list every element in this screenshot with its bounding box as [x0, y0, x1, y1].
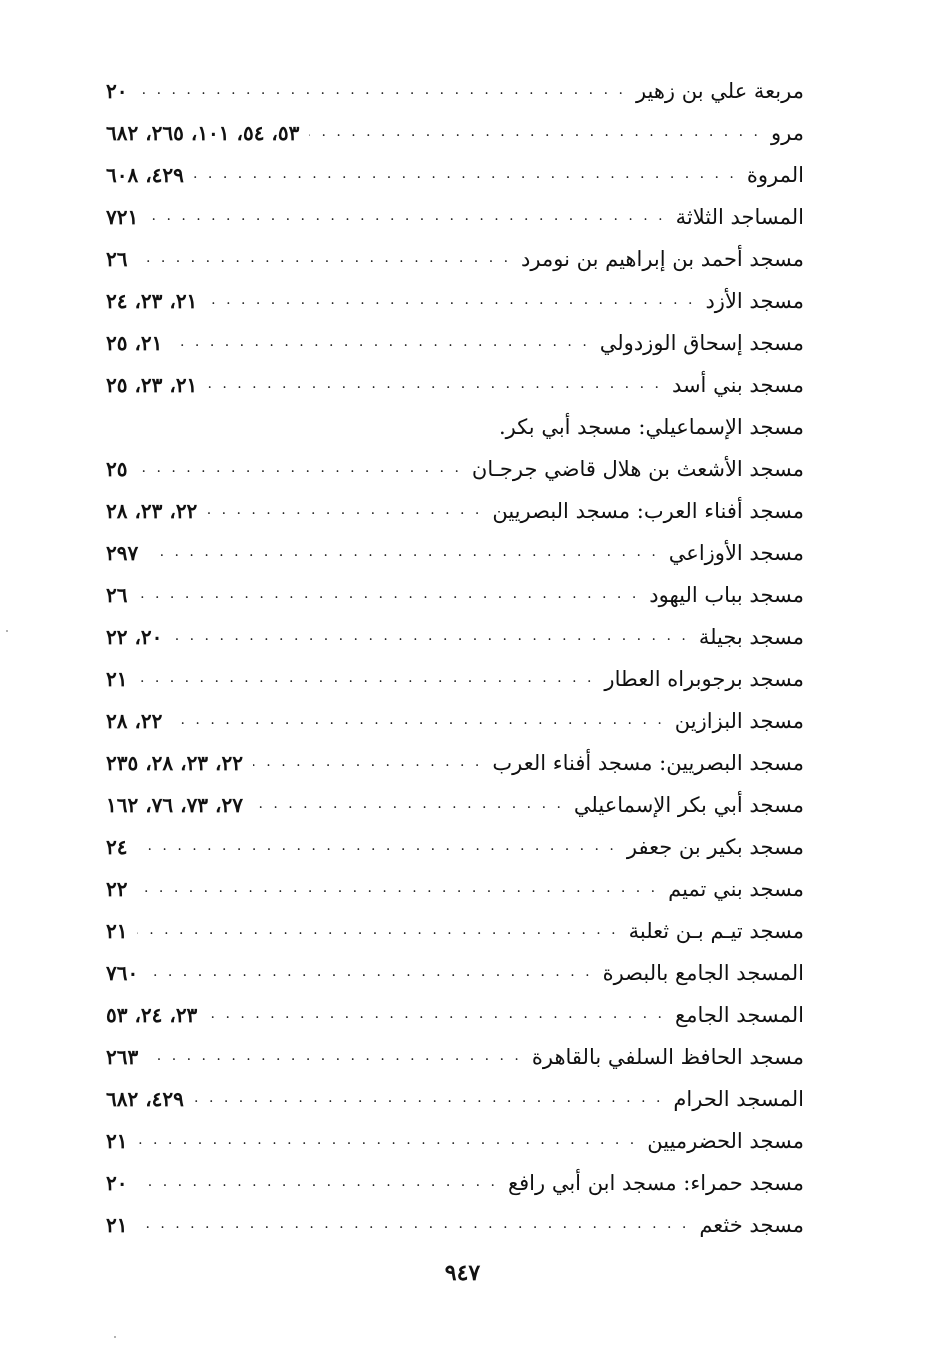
index-entry	[100, 658, 804, 700]
entry-term: مسجد بباب اليهود	[649, 583, 804, 607]
index-entry	[100, 238, 804, 280]
entry-page-numbers: ٢٦	[106, 247, 128, 271]
scan-speck	[114, 1336, 116, 1338]
index-entry	[100, 280, 804, 322]
dot-leader	[194, 153, 737, 195]
dot-leader	[253, 741, 482, 783]
dot-leader	[172, 699, 664, 741]
entry-term: مسجد البصريين: مسجد أفناء العرب	[492, 751, 804, 775]
dot-leader	[137, 825, 616, 867]
dot-leader	[137, 1161, 497, 1203]
entry-term: المروة	[746, 163, 804, 187]
index-entry	[100, 154, 804, 196]
index-entry	[100, 994, 804, 1036]
index-entry	[100, 112, 804, 154]
index-entry	[100, 70, 804, 112]
entry-page-numbers: ٢١	[106, 1213, 128, 1237]
entry-page-numbers: ٧٢١	[106, 205, 139, 229]
dot-leader	[137, 867, 658, 909]
scan-speck	[6, 630, 8, 632]
entry-page-numbers: ٢١	[106, 919, 128, 943]
index-entry	[100, 868, 804, 910]
index-entry	[100, 532, 804, 574]
entry-page-numbers: ٢٢	[106, 877, 128, 901]
dot-leader	[194, 1077, 664, 1119]
dot-leader	[137, 237, 511, 279]
entry-page-numbers: ٢١	[106, 667, 128, 691]
entry-page-numbers: ٢٥	[106, 457, 128, 481]
dot-leader	[207, 279, 695, 321]
dot-leader	[207, 993, 665, 1035]
index-entry	[100, 490, 804, 532]
entry-term: مسجد بني أسد	[671, 373, 804, 397]
entry-term: المساجد الثلاثة	[675, 205, 804, 229]
index-list	[100, 70, 804, 1246]
entry-term: المسجد الحرام	[673, 1087, 804, 1111]
entry-page-numbers: ٢٩٧	[106, 541, 139, 565]
entry-page-numbers: ٢٧، ٧٣، ٧٦، ١٦٢	[106, 793, 243, 817]
index-entry	[100, 826, 804, 868]
dot-leader	[207, 363, 662, 405]
dot-leader	[148, 1035, 522, 1077]
dot-leader	[137, 573, 639, 615]
index-entry	[100, 406, 804, 448]
entry-page-numbers: ٢٤	[106, 835, 128, 859]
entry-term: مربعة علي بن زهير	[635, 79, 804, 103]
index-entry	[100, 1162, 804, 1204]
dot-leader	[148, 951, 592, 993]
dot-leader	[207, 489, 482, 531]
entry-term: مسجد أفناء العرب: مسجد البصريين	[492, 499, 804, 523]
dot-leader	[137, 1203, 689, 1245]
entry-term: مرو	[771, 121, 804, 145]
entry-term: المسجد الجامع بالبصرة	[602, 961, 804, 985]
dot-leader	[137, 1119, 637, 1161]
index-entry	[100, 700, 804, 742]
entry-term: المسجد الجامع	[675, 1003, 804, 1027]
entry-page-numbers: ٢٠	[106, 1171, 128, 1195]
index-entry	[100, 364, 804, 406]
entry-term: مسجد بكير بن جعفر	[626, 835, 804, 859]
entry-page-numbers: ٢١، ٢٥	[106, 331, 163, 355]
index-entry	[100, 322, 804, 364]
dot-leader	[137, 909, 618, 951]
index-entry	[100, 952, 804, 994]
index-entry	[100, 448, 804, 490]
entry-term: مسجد برجوبراه العطار	[604, 667, 804, 691]
entry-page-numbers: ٤٢٩، ٦٨٢	[106, 1087, 184, 1111]
entry-page-numbers: ٧٦٠	[106, 961, 139, 985]
entry-term: مسجد أبي بكر الإسماعيلي	[573, 793, 804, 817]
page-number: ٩٤٧	[444, 1260, 481, 1286]
dot-leader	[253, 783, 564, 825]
index-entry	[100, 910, 804, 952]
index-entry	[100, 742, 804, 784]
dot-leader	[137, 447, 461, 489]
entry-term: مسجد الحافظ السلفي بالقاهرة	[531, 1045, 804, 1069]
dot-leader	[148, 531, 659, 573]
dot-leader	[172, 321, 589, 363]
entry-page-numbers: ٢١	[106, 1129, 128, 1153]
entry-term: مسجد حمراء: مسجد ابن أبي رافع	[507, 1171, 804, 1195]
entry-term: مسجد الأزد	[705, 289, 804, 313]
entry-term: مسجد تيـم بـن ثعلبة	[628, 919, 804, 943]
entry-term: مسجد الإسماعيلي: مسجد أبي بكر.	[498, 415, 804, 439]
entry-term: مسجد بني تميم	[668, 877, 804, 901]
entry-term: مسجد البزازين	[674, 709, 804, 733]
index-entry	[100, 196, 804, 238]
index-entry	[100, 1120, 804, 1162]
dot-leader	[309, 111, 761, 153]
index-entry	[100, 1204, 804, 1246]
dot-leader	[137, 657, 594, 699]
index-entry	[100, 1036, 804, 1078]
entry-term: مسجد أحمد بن إبراهيم بن نومرد	[521, 247, 804, 271]
entry-page-numbers: ٢٦	[106, 583, 128, 607]
dot-leader	[137, 69, 625, 111]
entry-page-numbers: ٢٦٣	[106, 1045, 139, 1069]
entry-page-numbers: ٢٢، ٢٣، ٢٨	[106, 499, 198, 523]
entry-page-numbers: ٢٣، ٢٤، ٥٣	[106, 1003, 198, 1027]
entry-term: مسجد الأوزاعي	[668, 541, 804, 565]
index-entry	[100, 784, 804, 826]
index-entry	[100, 574, 804, 616]
entry-page-numbers: ٢٠، ٢٢	[106, 625, 163, 649]
entry-term: مسجد خثعم	[699, 1213, 804, 1237]
entry-term: مسجد الأشعث بن هلال قاضي جرجـان	[471, 457, 804, 481]
index-entry	[100, 1078, 804, 1120]
entry-page-numbers: ٢٢، ٢٣، ٢٨، ٢٣٥	[106, 751, 243, 775]
entry-page-numbers: ٥٣، ٥٤، ١٠١، ٢٦٥، ٦٨٢	[106, 121, 300, 145]
entry-page-numbers: ٤٢٩، ٦٠٨	[106, 163, 184, 187]
entry-page-numbers: ٢١، ٢٣، ٢٥	[106, 373, 198, 397]
dot-leader	[172, 615, 688, 657]
entry-page-numbers: ٢١، ٢٣، ٢٤	[106, 289, 198, 313]
entry-term: مسجد الحضرميين	[647, 1129, 804, 1153]
index-entry	[100, 616, 804, 658]
entry-page-numbers: ٢٠	[106, 79, 128, 103]
entry-page-numbers: ٢٢، ٢٨	[106, 709, 163, 733]
entry-term: مسجد بجيلة	[698, 625, 804, 649]
dot-leader	[148, 195, 665, 237]
entry-term: مسجد إسحاق الوزدولي	[599, 331, 804, 355]
